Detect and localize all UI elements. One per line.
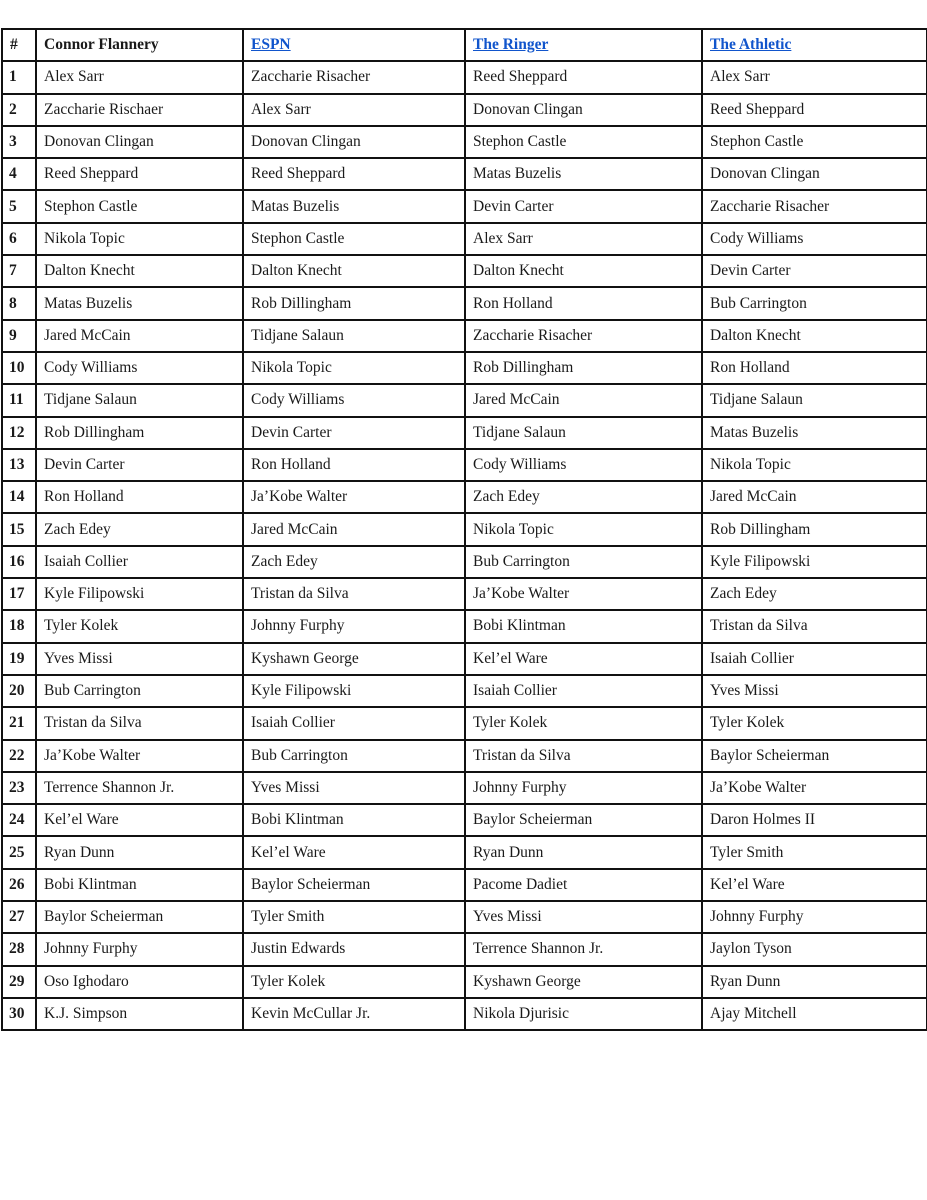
- ringer-pick-cell: Devin Carter: [465, 190, 702, 222]
- athletic-pick-cell: Baylor Scheierman: [702, 740, 927, 772]
- flannery-pick-cell: Jared McCain: [36, 320, 243, 352]
- flannery-pick-cell: Dalton Knecht: [36, 255, 243, 287]
- rank-cell: 1: [2, 61, 36, 93]
- flannery-pick-cell: Yves Missi: [36, 643, 243, 675]
- espn-pick-cell: Donovan Clingan: [243, 126, 465, 158]
- flannery-pick-cell: Baylor Scheierman: [36, 901, 243, 933]
- espn-pick-cell: Rob Dillingham: [243, 287, 465, 319]
- ringer-pick-cell: Stephon Castle: [465, 126, 702, 158]
- espn-pick-cell: Jared McCain: [243, 513, 465, 545]
- table-row: [2, 933, 927, 965]
- ringer-pick-cell: Ron Holland: [465, 287, 702, 319]
- espn-pick-cell: Isaiah Collier: [243, 707, 465, 739]
- athletic-pick-cell: Devin Carter: [702, 255, 927, 287]
- ringer-pick-cell: Dalton Knecht: [465, 255, 702, 287]
- athletic-pick-cell: Ryan Dunn: [702, 966, 927, 998]
- table-row: [2, 546, 927, 578]
- rank-cell: 11: [2, 384, 36, 416]
- rank-cell: 25: [2, 836, 36, 868]
- rank-cell: 27: [2, 901, 36, 933]
- flannery-pick-cell: Bobi Klintman: [36, 869, 243, 901]
- ringer-pick-cell: Kyshawn George: [465, 966, 702, 998]
- header-rank: #: [2, 29, 36, 61]
- header-connor-flannery: Connor Flannery: [36, 29, 243, 61]
- flannery-pick-cell: Stephon Castle: [36, 190, 243, 222]
- espn-pick-cell: Bobi Klintman: [243, 804, 465, 836]
- table-row: [2, 513, 927, 545]
- table-row: [2, 158, 927, 190]
- espn-pick-cell: Nikola Topic: [243, 352, 465, 384]
- flannery-pick-cell: Terrence Shannon Jr.: [36, 772, 243, 804]
- espn-pick-cell: Reed Sheppard: [243, 158, 465, 190]
- athletic-pick-cell: Tyler Smith: [702, 836, 927, 868]
- flannery-pick-cell: Zach Edey: [36, 513, 243, 545]
- flannery-pick-cell: Ja’Kobe Walter: [36, 740, 243, 772]
- athletic-pick-cell: Reed Sheppard: [702, 94, 927, 126]
- ringer-pick-cell: Tyler Kolek: [465, 707, 702, 739]
- table-row: [2, 804, 927, 836]
- espn-pick-cell: Alex Sarr: [243, 94, 465, 126]
- athletic-pick-cell: Alex Sarr: [702, 61, 927, 93]
- rank-cell: 8: [2, 287, 36, 319]
- athletic-pick-cell: Isaiah Collier: [702, 643, 927, 675]
- rank-cell: 26: [2, 869, 36, 901]
- table-row: [2, 417, 927, 449]
- header-espn: [243, 29, 465, 61]
- table-row: [2, 772, 927, 804]
- ringer-pick-cell: Alex Sarr: [465, 223, 702, 255]
- athletic-pick-cell: Dalton Knecht: [702, 320, 927, 352]
- ringer-pick-cell: Kel’el Ware: [465, 643, 702, 675]
- ringer-pick-cell: Yves Missi: [465, 901, 702, 933]
- ringer-pick-cell: Jared McCain: [465, 384, 702, 416]
- rank-cell: 6: [2, 223, 36, 255]
- ringer-pick-cell: Baylor Scheierman: [465, 804, 702, 836]
- athletic-pick-cell: Kel’el Ware: [702, 869, 927, 901]
- ringer-pick-cell: Ja’Kobe Walter: [465, 578, 702, 610]
- rank-cell: 22: [2, 740, 36, 772]
- rank-cell: 19: [2, 643, 36, 675]
- athletic-pick-cell: Rob Dillingham: [702, 513, 927, 545]
- rank-cell: 13: [2, 449, 36, 481]
- athletic-pick-cell: Matas Buzelis: [702, 417, 927, 449]
- table-row: [2, 740, 927, 772]
- ringer-pick-cell: Reed Sheppard: [465, 61, 702, 93]
- rank-cell: 23: [2, 772, 36, 804]
- flannery-pick-cell: Johnny Furphy: [36, 933, 243, 965]
- rank-cell: 4: [2, 158, 36, 190]
- table-row: [2, 384, 927, 416]
- rank-cell: 2: [2, 94, 36, 126]
- espn-pick-cell: Kevin McCullar Jr.: [243, 998, 465, 1030]
- espn-pick-cell: Tristan da Silva: [243, 578, 465, 610]
- espn-pick-cell: Ron Holland: [243, 449, 465, 481]
- ringer-pick-cell: Tristan da Silva: [465, 740, 702, 772]
- flannery-pick-cell: Ryan Dunn: [36, 836, 243, 868]
- mock-draft-table: [1, 28, 927, 1031]
- ringer-pick-cell: Nikola Djurisic: [465, 998, 702, 1030]
- ringer-pick-cell: Johnny Furphy: [465, 772, 702, 804]
- athletic-pick-cell: Bub Carrington: [702, 287, 927, 319]
- table-row: [2, 707, 927, 739]
- table-header: [2, 29, 927, 61]
- rank-cell: 9: [2, 320, 36, 352]
- rank-cell: 29: [2, 966, 36, 998]
- rank-cell: 5: [2, 190, 36, 222]
- flannery-pick-cell: Bub Carrington: [36, 675, 243, 707]
- espn-pick-cell: Tyler Kolek: [243, 966, 465, 998]
- table-row: [2, 320, 927, 352]
- athletic-pick-cell: Tyler Kolek: [702, 707, 927, 739]
- ringer-pick-cell: Ryan Dunn: [465, 836, 702, 868]
- flannery-pick-cell: Ron Holland: [36, 481, 243, 513]
- espn-pick-cell: Johnny Furphy: [243, 610, 465, 642]
- ringer-pick-cell: Rob Dillingham: [465, 352, 702, 384]
- table-row: [2, 578, 927, 610]
- rank-cell: 14: [2, 481, 36, 513]
- flannery-pick-cell: Tyler Kolek: [36, 610, 243, 642]
- table-row: [2, 255, 927, 287]
- flannery-pick-cell: Oso Ighodaro: [36, 966, 243, 998]
- rank-cell: 3: [2, 126, 36, 158]
- table-row: [2, 94, 927, 126]
- espn-pick-cell: Kyshawn George: [243, 643, 465, 675]
- flannery-pick-cell: Alex Sarr: [36, 61, 243, 93]
- flannery-pick-cell: Isaiah Collier: [36, 546, 243, 578]
- table-row: [2, 643, 927, 675]
- ringer-pick-cell: Isaiah Collier: [465, 675, 702, 707]
- table-row: [2, 449, 927, 481]
- table-row: [2, 287, 927, 319]
- mock-draft-sheet: [1, 28, 926, 1031]
- espn-pick-cell: Yves Missi: [243, 772, 465, 804]
- espn-link[interactable]: ESPN: [251, 36, 291, 54]
- espn-pick-cell: Tyler Smith: [243, 901, 465, 933]
- athletic-pick-cell: Yves Missi: [702, 675, 927, 707]
- flannery-pick-cell: Cody Williams: [36, 352, 243, 384]
- espn-pick-cell: Kyle Filipowski: [243, 675, 465, 707]
- the-ringer-link[interactable]: The Ringer: [473, 36, 549, 54]
- flannery-pick-cell: Kyle Filipowski: [36, 578, 243, 610]
- table-body: [2, 61, 927, 1030]
- flannery-pick-cell: Reed Sheppard: [36, 158, 243, 190]
- ringer-pick-cell: Matas Buzelis: [465, 158, 702, 190]
- athletic-pick-cell: Nikola Topic: [702, 449, 927, 481]
- ringer-pick-cell: Tidjane Salaun: [465, 417, 702, 449]
- athletic-pick-cell: Ron Holland: [702, 352, 927, 384]
- athletic-pick-cell: Kyle Filipowski: [702, 546, 927, 578]
- flannery-pick-cell: K.J. Simpson: [36, 998, 243, 1030]
- espn-pick-cell: Matas Buzelis: [243, 190, 465, 222]
- flannery-pick-cell: Donovan Clingan: [36, 126, 243, 158]
- flannery-pick-cell: Tristan da Silva: [36, 707, 243, 739]
- athletic-pick-cell: Zaccharie Risacher: [702, 190, 927, 222]
- rank-cell: 17: [2, 578, 36, 610]
- table-row: [2, 901, 927, 933]
- espn-pick-cell: Zach Edey: [243, 546, 465, 578]
- ringer-pick-cell: Zach Edey: [465, 481, 702, 513]
- athletic-pick-cell: Zach Edey: [702, 578, 927, 610]
- ringer-pick-cell: Cody Williams: [465, 449, 702, 481]
- flannery-pick-cell: Matas Buzelis: [36, 287, 243, 319]
- athletic-pick-cell: Stephon Castle: [702, 126, 927, 158]
- rank-cell: 28: [2, 933, 36, 965]
- table-row: [2, 675, 927, 707]
- espn-pick-cell: Bub Carrington: [243, 740, 465, 772]
- ringer-pick-cell: Terrence Shannon Jr.: [465, 933, 702, 965]
- rank-cell: 30: [2, 998, 36, 1030]
- athletic-pick-cell: Ja’Kobe Walter: [702, 772, 927, 804]
- ringer-pick-cell: Nikola Topic: [465, 513, 702, 545]
- espn-pick-cell: Cody Williams: [243, 384, 465, 416]
- athletic-pick-cell: Cody Williams: [702, 223, 927, 255]
- table-row: [2, 126, 927, 158]
- athletic-pick-cell: Ajay Mitchell: [702, 998, 927, 1030]
- rank-cell: 18: [2, 610, 36, 642]
- ringer-pick-cell: Pacome Dadiet: [465, 869, 702, 901]
- table-row: [2, 610, 927, 642]
- header-the-athletic: [702, 29, 927, 61]
- athletic-pick-cell: Jared McCain: [702, 481, 927, 513]
- table-row: [2, 836, 927, 868]
- table-row: [2, 869, 927, 901]
- athletic-pick-cell: Jaylon Tyson: [702, 933, 927, 965]
- table-row: [2, 61, 927, 93]
- espn-pick-cell: Tidjane Salaun: [243, 320, 465, 352]
- the-athletic-link[interactable]: The Athletic: [710, 36, 792, 54]
- espn-pick-cell: Kel’el Ware: [243, 836, 465, 868]
- flannery-pick-cell: Devin Carter: [36, 449, 243, 481]
- rank-cell: 21: [2, 707, 36, 739]
- rank-cell: 15: [2, 513, 36, 545]
- ringer-pick-cell: Bub Carrington: [465, 546, 702, 578]
- flannery-pick-cell: Nikola Topic: [36, 223, 243, 255]
- header-row: [2, 29, 927, 61]
- table-row: [2, 190, 927, 222]
- espn-pick-cell: Devin Carter: [243, 417, 465, 449]
- espn-pick-cell: Stephon Castle: [243, 223, 465, 255]
- flannery-pick-cell: Tidjane Salaun: [36, 384, 243, 416]
- athletic-pick-cell: Tidjane Salaun: [702, 384, 927, 416]
- table-row: [2, 481, 927, 513]
- rank-cell: 12: [2, 417, 36, 449]
- rank-cell: 16: [2, 546, 36, 578]
- rank-cell: 20: [2, 675, 36, 707]
- table-row: [2, 352, 927, 384]
- ringer-pick-cell: Zaccharie Risacher: [465, 320, 702, 352]
- rank-cell: 24: [2, 804, 36, 836]
- table-row: [2, 966, 927, 998]
- ringer-pick-cell: Bobi Klintman: [465, 610, 702, 642]
- flannery-pick-cell: Rob Dillingham: [36, 417, 243, 449]
- espn-pick-cell: Justin Edwards: [243, 933, 465, 965]
- athletic-pick-cell: Johnny Furphy: [702, 901, 927, 933]
- header-the-ringer: [465, 29, 702, 61]
- athletic-pick-cell: Tristan da Silva: [702, 610, 927, 642]
- rank-cell: 10: [2, 352, 36, 384]
- flannery-pick-cell: Kel’el Ware: [36, 804, 243, 836]
- table-row: [2, 998, 927, 1030]
- athletic-pick-cell: Donovan Clingan: [702, 158, 927, 190]
- table-row: [2, 223, 927, 255]
- ringer-pick-cell: Donovan Clingan: [465, 94, 702, 126]
- espn-pick-cell: Ja’Kobe Walter: [243, 481, 465, 513]
- athletic-pick-cell: Daron Holmes II: [702, 804, 927, 836]
- rank-cell: 7: [2, 255, 36, 287]
- flannery-pick-cell: Zaccharie Rischaer: [36, 94, 243, 126]
- espn-pick-cell: Dalton Knecht: [243, 255, 465, 287]
- espn-pick-cell: Zaccharie Risacher: [243, 61, 465, 93]
- espn-pick-cell: Baylor Scheierman: [243, 869, 465, 901]
